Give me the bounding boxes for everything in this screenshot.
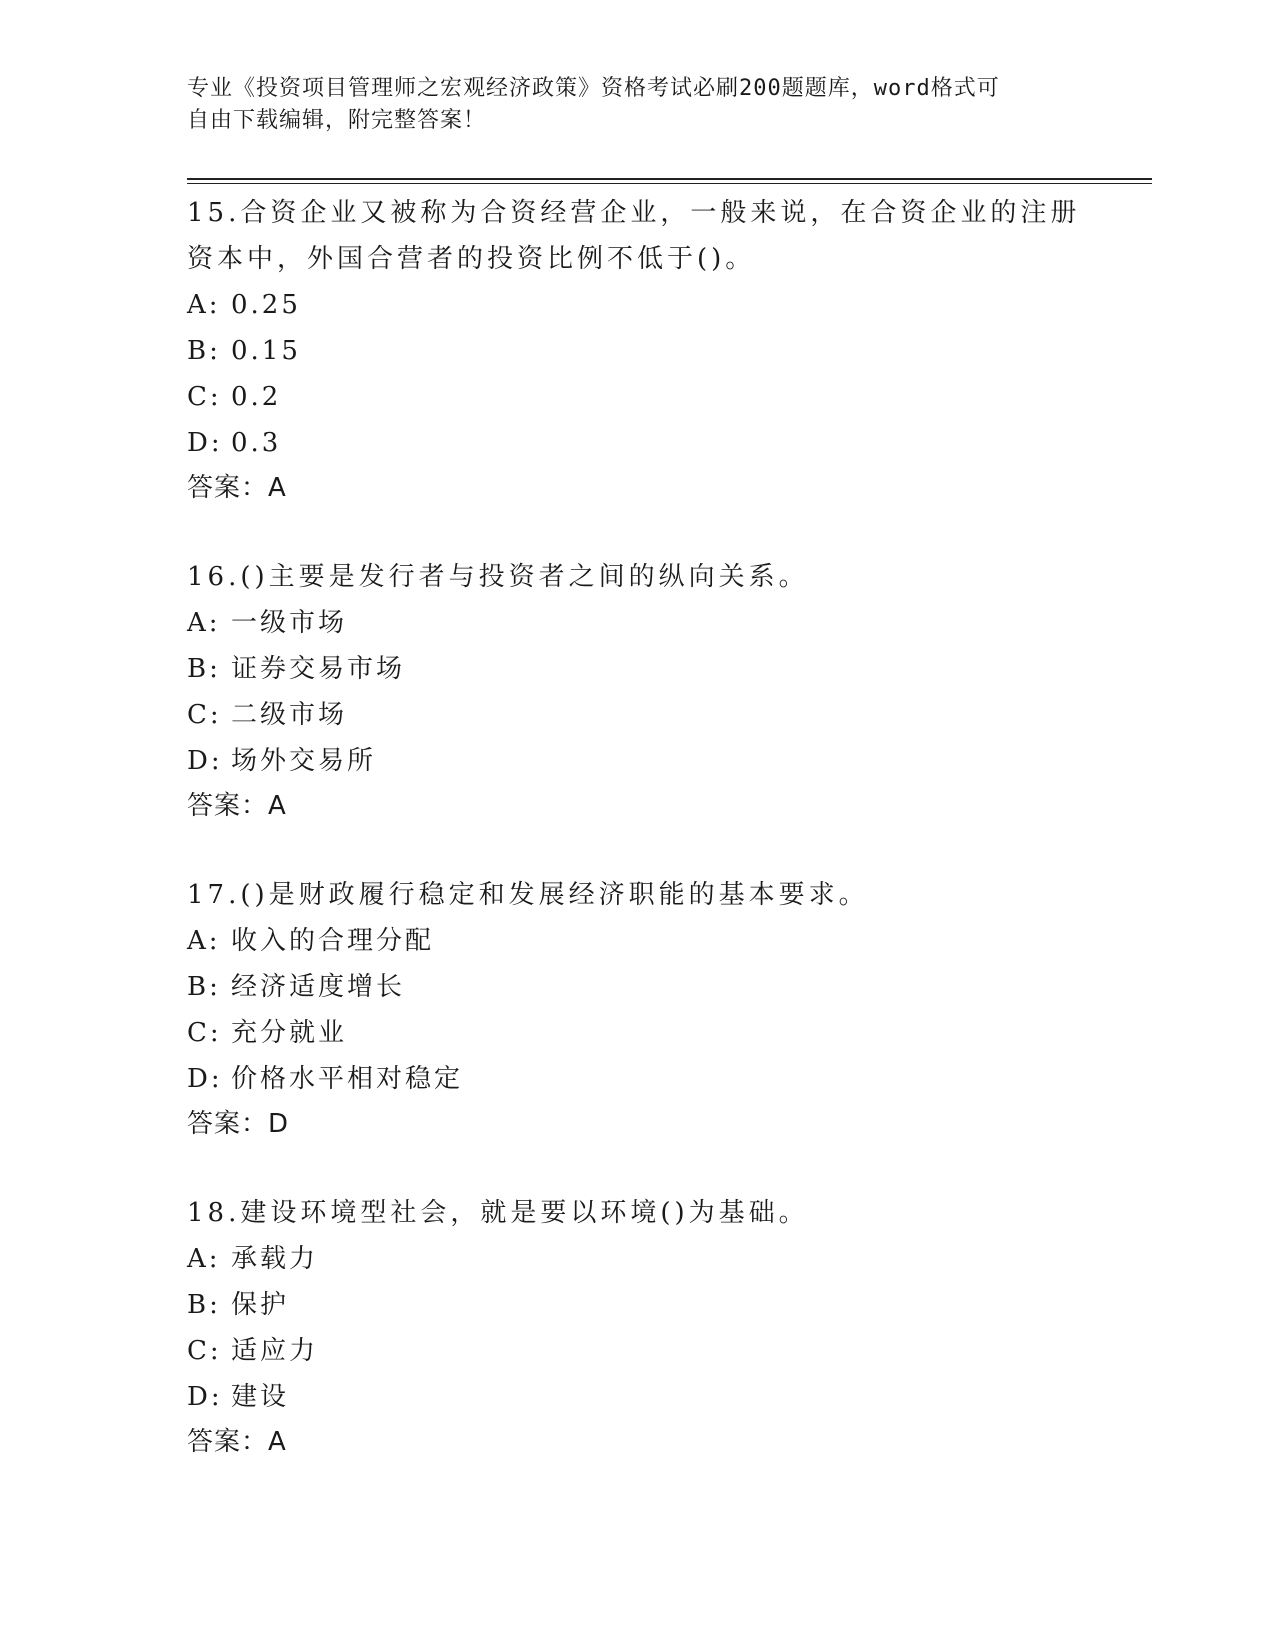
option-text: 价格水平相对稳定	[231, 1064, 464, 1094]
option-letter: B:	[187, 972, 221, 1002]
option-text: 经济适度增长	[231, 972, 406, 1002]
answer-line: 答案：A	[187, 791, 287, 821]
option-letter: C:	[187, 382, 222, 412]
option-text: 0.25	[231, 290, 301, 320]
header-divider-thin	[187, 183, 1152, 184]
option-b	[187, 1282, 1087, 1328]
option-d	[187, 420, 1087, 466]
question-stem: 18.建设环境型社会，就是要以环境()为基础。	[187, 1198, 809, 1228]
option-text: 承载力	[231, 1244, 319, 1274]
option-letter: D:	[187, 428, 223, 458]
question-item	[187, 1190, 1087, 1464]
option-d	[187, 1056, 1087, 1102]
option-d	[187, 1374, 1087, 1420]
option-text: 0.2	[231, 382, 282, 412]
option-letter: C:	[187, 1336, 222, 1366]
question-spacer	[187, 828, 1087, 872]
option-text: 建设	[231, 1382, 290, 1412]
question-list	[187, 190, 1087, 1464]
option-letter: B:	[187, 336, 221, 366]
option-letter: A:	[187, 926, 221, 956]
option-letter: C:	[187, 700, 222, 730]
option-letter: A:	[187, 290, 221, 320]
option-c	[187, 692, 1087, 738]
option-a	[187, 1236, 1087, 1282]
question-stem: 17.()是财政履行稳定和发展经济职能的基本要求。	[187, 880, 869, 910]
option-b	[187, 646, 1087, 692]
document-header	[187, 73, 1087, 137]
header-line-1: 专业《投资项目管理师之宏观经济政策》资格考试必刷200题题库，word格式可	[187, 76, 1000, 101]
header-divider-thick	[187, 178, 1152, 180]
option-letter: A:	[187, 608, 221, 638]
option-b	[187, 964, 1087, 1010]
option-text: 0.15	[231, 336, 301, 366]
answer-line: 答案：A	[187, 1427, 287, 1457]
question-spacer	[187, 510, 1087, 554]
option-text: 二级市场	[231, 700, 348, 730]
option-text: 0.3	[231, 428, 282, 458]
question-item	[187, 554, 1087, 828]
option-a	[187, 600, 1087, 646]
answer-line: 答案：A	[187, 473, 287, 503]
option-text: 收入的合理分配	[231, 926, 435, 956]
option-a	[187, 282, 1087, 328]
option-b	[187, 328, 1087, 374]
option-letter: D:	[187, 1064, 223, 1094]
option-text: 场外交易所	[231, 746, 377, 776]
question-stem: 15.合资企业又被称为合资经营企业，一般来说，在合资企业的注册资本中，外国合营者的投资比例不低于()。	[187, 198, 1081, 274]
header-line-2: 自由下载编辑，附完整答案！	[187, 108, 487, 133]
question-spacer	[187, 1146, 1087, 1190]
option-text: 适应力	[231, 1336, 319, 1366]
option-letter: D:	[187, 746, 223, 776]
option-letter: B:	[187, 1290, 221, 1320]
option-letter: D:	[187, 1382, 223, 1412]
answer-line: 答案：D	[187, 1109, 290, 1139]
option-letter: C:	[187, 1018, 222, 1048]
option-c	[187, 374, 1087, 420]
option-text: 证券交易市场	[231, 654, 406, 684]
option-d	[187, 738, 1087, 784]
option-c	[187, 1328, 1087, 1374]
option-text: 充分就业	[231, 1018, 348, 1048]
option-a	[187, 918, 1087, 964]
option-c	[187, 1010, 1087, 1056]
option-text: 一级市场	[231, 608, 348, 638]
option-letter: B:	[187, 654, 221, 684]
option-text: 保护	[231, 1290, 290, 1320]
option-letter: A:	[187, 1244, 221, 1274]
question-item	[187, 190, 1087, 510]
question-item	[187, 872, 1087, 1146]
question-stem: 16.()主要是发行者与投资者之间的纵向关系。	[187, 562, 809, 592]
